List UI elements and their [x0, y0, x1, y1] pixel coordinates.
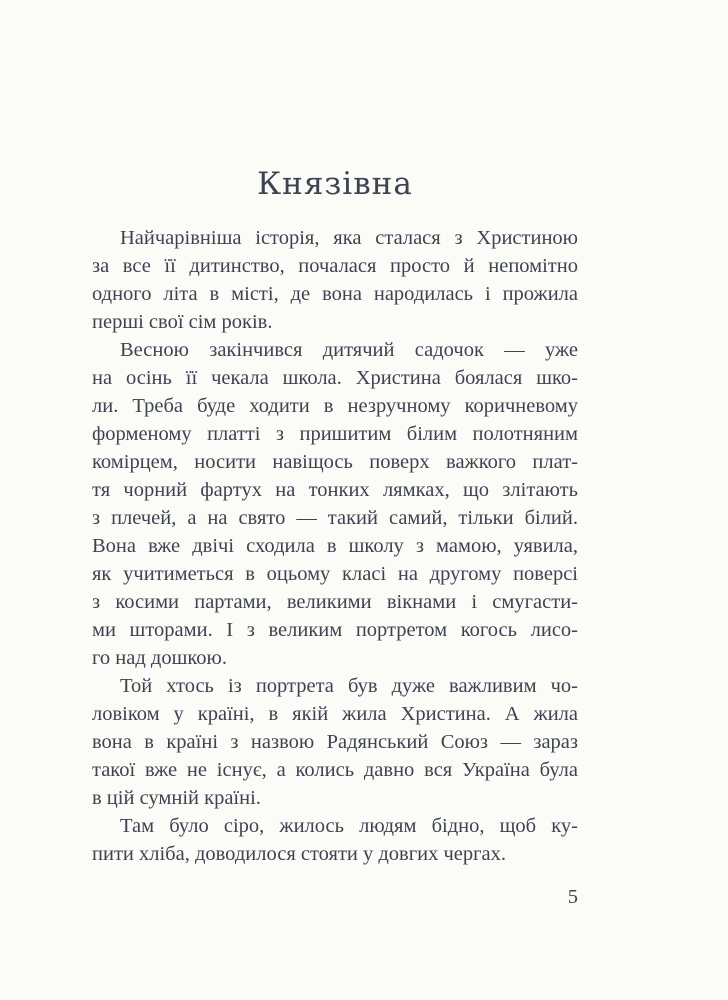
text-line: Вона вже двічі сходила в школу з мамою, уявила,	[92, 535, 578, 557]
text-line: ли. Треба буде ходити в незручному коричневому	[92, 395, 578, 417]
text-line: перші свої сім років.	[92, 311, 273, 333]
text-line: комірцем, носити навіщось поверх важкого плат-	[92, 451, 578, 473]
text-line: го над дошкою.	[92, 647, 227, 669]
text-line: такої вже не існує, а колись давно вся Україна була	[92, 759, 578, 781]
text-line: Найчарівніша історія, яка сталася з Христиною	[120, 227, 578, 249]
text-block	[92, 166, 578, 868]
text-line: пити хліба, доводилося стояти у довгих чергах.	[92, 843, 507, 865]
text-line: тя чорний фартух на тонких лямках, що злітають	[92, 479, 578, 501]
paragraph	[92, 336, 578, 672]
text-line: на осінь її чекала школа. Христина боялася шко-	[92, 367, 578, 389]
text-line: ми шторами. І з великим портретом когось лисо-	[92, 619, 578, 641]
paragraph	[92, 224, 578, 336]
chapter-title: Князівна	[257, 166, 413, 202]
text-line: з косими партами, великими вікнами і смугасти-	[92, 591, 578, 613]
text-line: за все її дитинство, почалася просто й непомітно	[92, 255, 578, 277]
text-line: Там було сіро, жилось людям бідно, щоб ку-	[120, 815, 578, 837]
paragraph	[92, 812, 578, 868]
text-line: одного літа в місті, де вона народилась і прожила	[92, 283, 578, 305]
text-line: як учитиметься в оцьому класі на другому поверсі	[92, 563, 578, 585]
text-line: Той хтось із портрета був дуже важливим чо-	[120, 675, 578, 697]
text-line: Весною закінчився дитячий садочок — уже	[120, 339, 578, 361]
text-line: форменому платті з пришитим білим полотняним	[92, 423, 578, 445]
text-line: вона в країні з назвою Радянський Союз — зараз	[92, 731, 578, 753]
text-line: з плечей, а на свято — такий самий, тільки білий.	[92, 507, 578, 529]
paragraph	[92, 672, 578, 812]
page-number: 5	[567, 886, 578, 908]
text-line: в цій сумній країні.	[92, 787, 261, 809]
body-text	[92, 224, 578, 868]
text-line: ловіком у країні, в якій жила Христина. А жила	[92, 703, 578, 725]
